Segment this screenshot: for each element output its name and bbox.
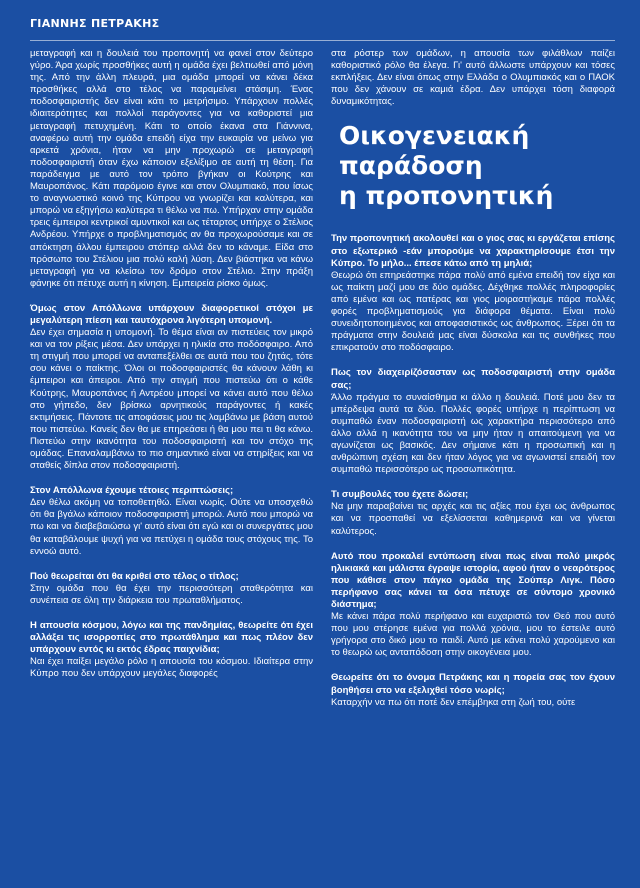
question: Αυτό που προκαλεί εντύπωση είναι πως είναι πολύ μικρός ηλικιακά και μάλιστα έγραψε ιστορία, αφού ήταν ο νεαρότερος που κάθισε στον πάγκο ομάδα της Σούπερ Λιγκ. Πόσο περήφανο σας κάνει τα όσα πέτυχε σε σύντομο χρονικό διάστημα;	[331, 550, 615, 610]
answer: Άλλο πράγμα το συναίσθημα κι άλλο η δουλειά. Ποτέ μου δεν τα μπέρδεψα αυτά τα δύο. Πολλές φορές υπήρχε η περίπτωση να συμπαθώ έναν ποδοσφαιριστή ως χαρακτήρα περισσότερο από άλλο αλλά η ικανότητα του να μην ήταν η απαιτούμενη για να αγωνίζεται ως βασικός. Δεν σήμαινε κάτι η προσωπική και η ανθρώπινη σχέση και δεν ήταν λόγος για να αγωνιστεί επειδή τον συμπαθώ περισσότερο ως προσωπικότητα.	[331, 391, 615, 476]
left-column	[30, 48, 313, 694]
answer: Θεωρώ ότι επηρεάστηκε πάρα πολύ από εμένα επειδή τον είχα και ως παίκτη μαζί μου σε δύο ομάδες. Δέχθηκε πολλές πληροφορίες από εμένα και ως πατέρας και γιος μοιραστήκαμε πάρα πολλές φορές προβληματισμούς για διάφορα θέματα. Είναι πολύ συνειδητοποιημένος και αποφασιστικός ως άνθρωπος. Ξέρει ότι τα πράγματα στην δουλειά μας είναι δύσκολα και τις συνθήκες που επικρατούν στο ποδόσφαιρο.	[331, 269, 615, 354]
answer: Δεν θέλω ακόμη να τοποθετηθώ. Είναι νωρίς. Ούτε να υποσχεθώ ότι θα βγάλω κάποιον ποδοσφαιριστή μπορώ. Αυτό που μπορώ να πω και να διαβεβαιώσω γι' αυτό είναι ότι εγώ και οι συνεργάτες μου θα καταβάλουμε ψυχή για να πετύχει η ομάδα τους στόχους της. Το εννοώ αυτό.	[30, 497, 313, 557]
answer: Ναι έχει παίξει μεγάλο ρόλο η απουσία του κόσμου. Ιδιαίτερα στην Κύπρο που δεν υπάρχουν μεγάλες διαφορές	[30, 656, 313, 680]
headline-line: η προπονητική	[339, 181, 554, 211]
answer: Στην ομάδα που θα έχει την περισσότερη σταθερότητα και συνέπεια σε όλη την διάρκεια του πρωταθλήματος.	[30, 582, 313, 606]
paragraph: μεταγραφή και η δουλειά του προπονητή να φανεί στον δεύτερο γύρο. Άρα χωρίς προσθήκες αυτή η ομάδα έχει βελτιωθεί από μόνη της. Από την άλλη πλευρά, μια ομάδα μπορεί να κάνει δέκα προσθήκες αλλά στο τέλος να παραμείνει στάσιμη. Ένας ποδοσφαιριστής δεν είναι κάτι το μετρήσιμο. Υπάρχουν πολλές ιδιαιτερότητες και πολλοί παράγοντες για να καθοριστεί μια μεταγραφή πετυχημένη. Κάτι το οποίο έκανα στα Γιάννινα, αναφέρω αυτή την ομάδα επειδή είχα την ευκαιρία να μείνω για αρκετά χρόνια, ήταν να μην προχωρώ σε μεταγραφή ποδοσφαιριστή όταν έχω κάποιον εξελίξιμο σε αυτή τη θέση. Για παράδειγμα με αυτό τον τρόπο βγήκαν οι Κούτρης και Μαυροπάνος. Κάτι παρόμοιο έγινε και στον Ολυμπιακό, που ίσως το αναγνωστικό κοινό της Κύπρου να γνωρίζει και καλύτερα, και μπορώ να εξηγήσω καλύτερα τι θέλω να πω. Υπήρχαν στην ομάδα τρεις έμπειροι κεντρικοί αμυντικοί και ως τέταρτος υπήρχε ο Στέλιος Ανδρέου. Υπήρχε ο προβληματισμός αν θα προχωρούσαμε και σε απόκτηση άλλου έμπειρου στόπερ αλλά δεν το κάναμε. Είδα στο πρόσωπο του Στέλιου μια πολύ καλή λύση. Δεν βιάστηκα να κάνω μεταγραφή για να κλείσω τον δρόμο στον Στέλιο. Στην πράξη φάνηκε ότι πέτυχε αυτή η κίνηση. Εμπειρεία ρίσκο όμως.	[30, 48, 313, 289]
answer: Καταρχήν να πω ότι ποτέ δεν επέμβηκα στη ζωή του, ούτε	[331, 696, 576, 708]
headline-line: παράδοση	[339, 151, 483, 181]
question: Όμως στον Απόλλωνα υπάρχουν διαφορετικοί στόχοι με μεγαλύτερη πίεση και ταυτόχρονα λιγότερη υπομονή.	[30, 302, 313, 326]
answer: Με κάνει πάρα πολύ περήφανο και ευχαριστώ τον Θεό που αυτό που μου στέρησε εμένα για πολλά χρόνια, μου το έστειλε αυτό γρήγορα στο δικό μου το παιδί. Αυτό με κάνει πολύ χαρούμενο και το θεωρώ ως ανταπόδοση στην οικογένεια μου.	[331, 611, 615, 659]
answer: Να μην παραβαίνει τις αρχές και τις αξίες που έχει ως άνθρωπος και να προσπαθεί να εξελίσσεται καθημερινά και να γίνεται καλύτερος.	[331, 501, 615, 537]
question: Η απουσία κόσμου, λόγω και της πανδημίας, θεωρείτε ότι έχει αλλάξει τις ισορροπίες στο πρωτάθλημα και πως πλέον δεν υπάρχουν εντός κι εκτός έδρας παιχνίδια;	[30, 620, 313, 656]
question: Την προπονητική ακολουθεί και ο γιος σας κι εργάζεται επίσης στο εξωτερικό -εάν μπορούμε να χαρακτηρίσουμε έτσι την Κύπρο. Το μήλο... έπεσε κάτω από τη μηλιά;	[331, 233, 615, 269]
question: Πού θεωρείται ότι θα κριθεί στο τέλος ο τίτλος;	[30, 570, 239, 582]
answer: Δεν έχει σημασία η υπομονή. Το θέμα είναι αν πιστεύεις τον μικρό και να τον ρίξεις μέσα. Δεν υπάρχει η ηλικία στο ποδόσφαιρο. Από τη στιγμή που μπορεί να ανταπεξέλθει σε αυτά που του ζητάς, τότε σου κάνει ο παίκτης. Όλοι οι ποδοσφαιριστές θα κάνουν λάθη κι έμπειροι και άπειροι. Από την στιγμή που πιστεύω ότι ο κάθε Κούτρης, Μαυροπάνος ή Αντρέου μπορεί να κάνει αυτό που θέλω στο γήπεδο, δεν βρίσκω αρνητικούς παράγοντες ή κακές εκτιμήσεις. Πάντοτε τις αποφάσεις μου τις λαμβάνω με βάση αυτού που πιστεύω. Κανείς δεν θα με επηρεάσει ή θα μου πει τι θα κάνω. Πιστεύω στην ικανότητα του ποδοσφαιριστή και τον στόχο της ομάδας. Επαναλαμβάνω το πιο σημαντικό είναι να στηρίξεις και να σταθείς δίπλα στον ποδοσφαιριστή.	[30, 327, 313, 472]
section-headline	[331, 121, 615, 211]
author-name: ΓΙΑΝΝΗΣ ΠΕΤΡΑΚΗΣ	[30, 17, 160, 30]
headline-line: Οικογενειακή	[339, 121, 530, 151]
right-column	[331, 48, 615, 722]
page-header	[30, 14, 615, 41]
question: Στον Απόλλωνα έχουμε τέτοιες περιπτώσεις;	[30, 485, 234, 497]
question: Πως τον διαχειρίζόσασταν ως ποδοσφαιριστή στην ομάδα σας;	[331, 367, 615, 391]
paragraph: στα ρόστερ των ομάδων, η απουσία των φιλάθλων παίζει καθοριστικό ρόλο θα έλεγα. Γι' αυτό άλλωστε υπάρχουν και τόσες εκπλήξεις. Δεν είναι όπως στην Ελλάδα ο Ολυμπιακός και ο ΠΑΟΚ που δεν χάνουν σε καμιά έδρα. Δεν υπάρχει τόση διαφορά δυναμικότητας.	[331, 48, 615, 108]
question: Τι συμβουλές του έχετε δώσει;	[331, 489, 469, 501]
question: Θεωρείτε ότι το όνομα Πετράκης και η πορεία σας τον έχουν βοηθήσει στο να εξελιχθεί τόσο νωρίς;	[331, 672, 615, 696]
